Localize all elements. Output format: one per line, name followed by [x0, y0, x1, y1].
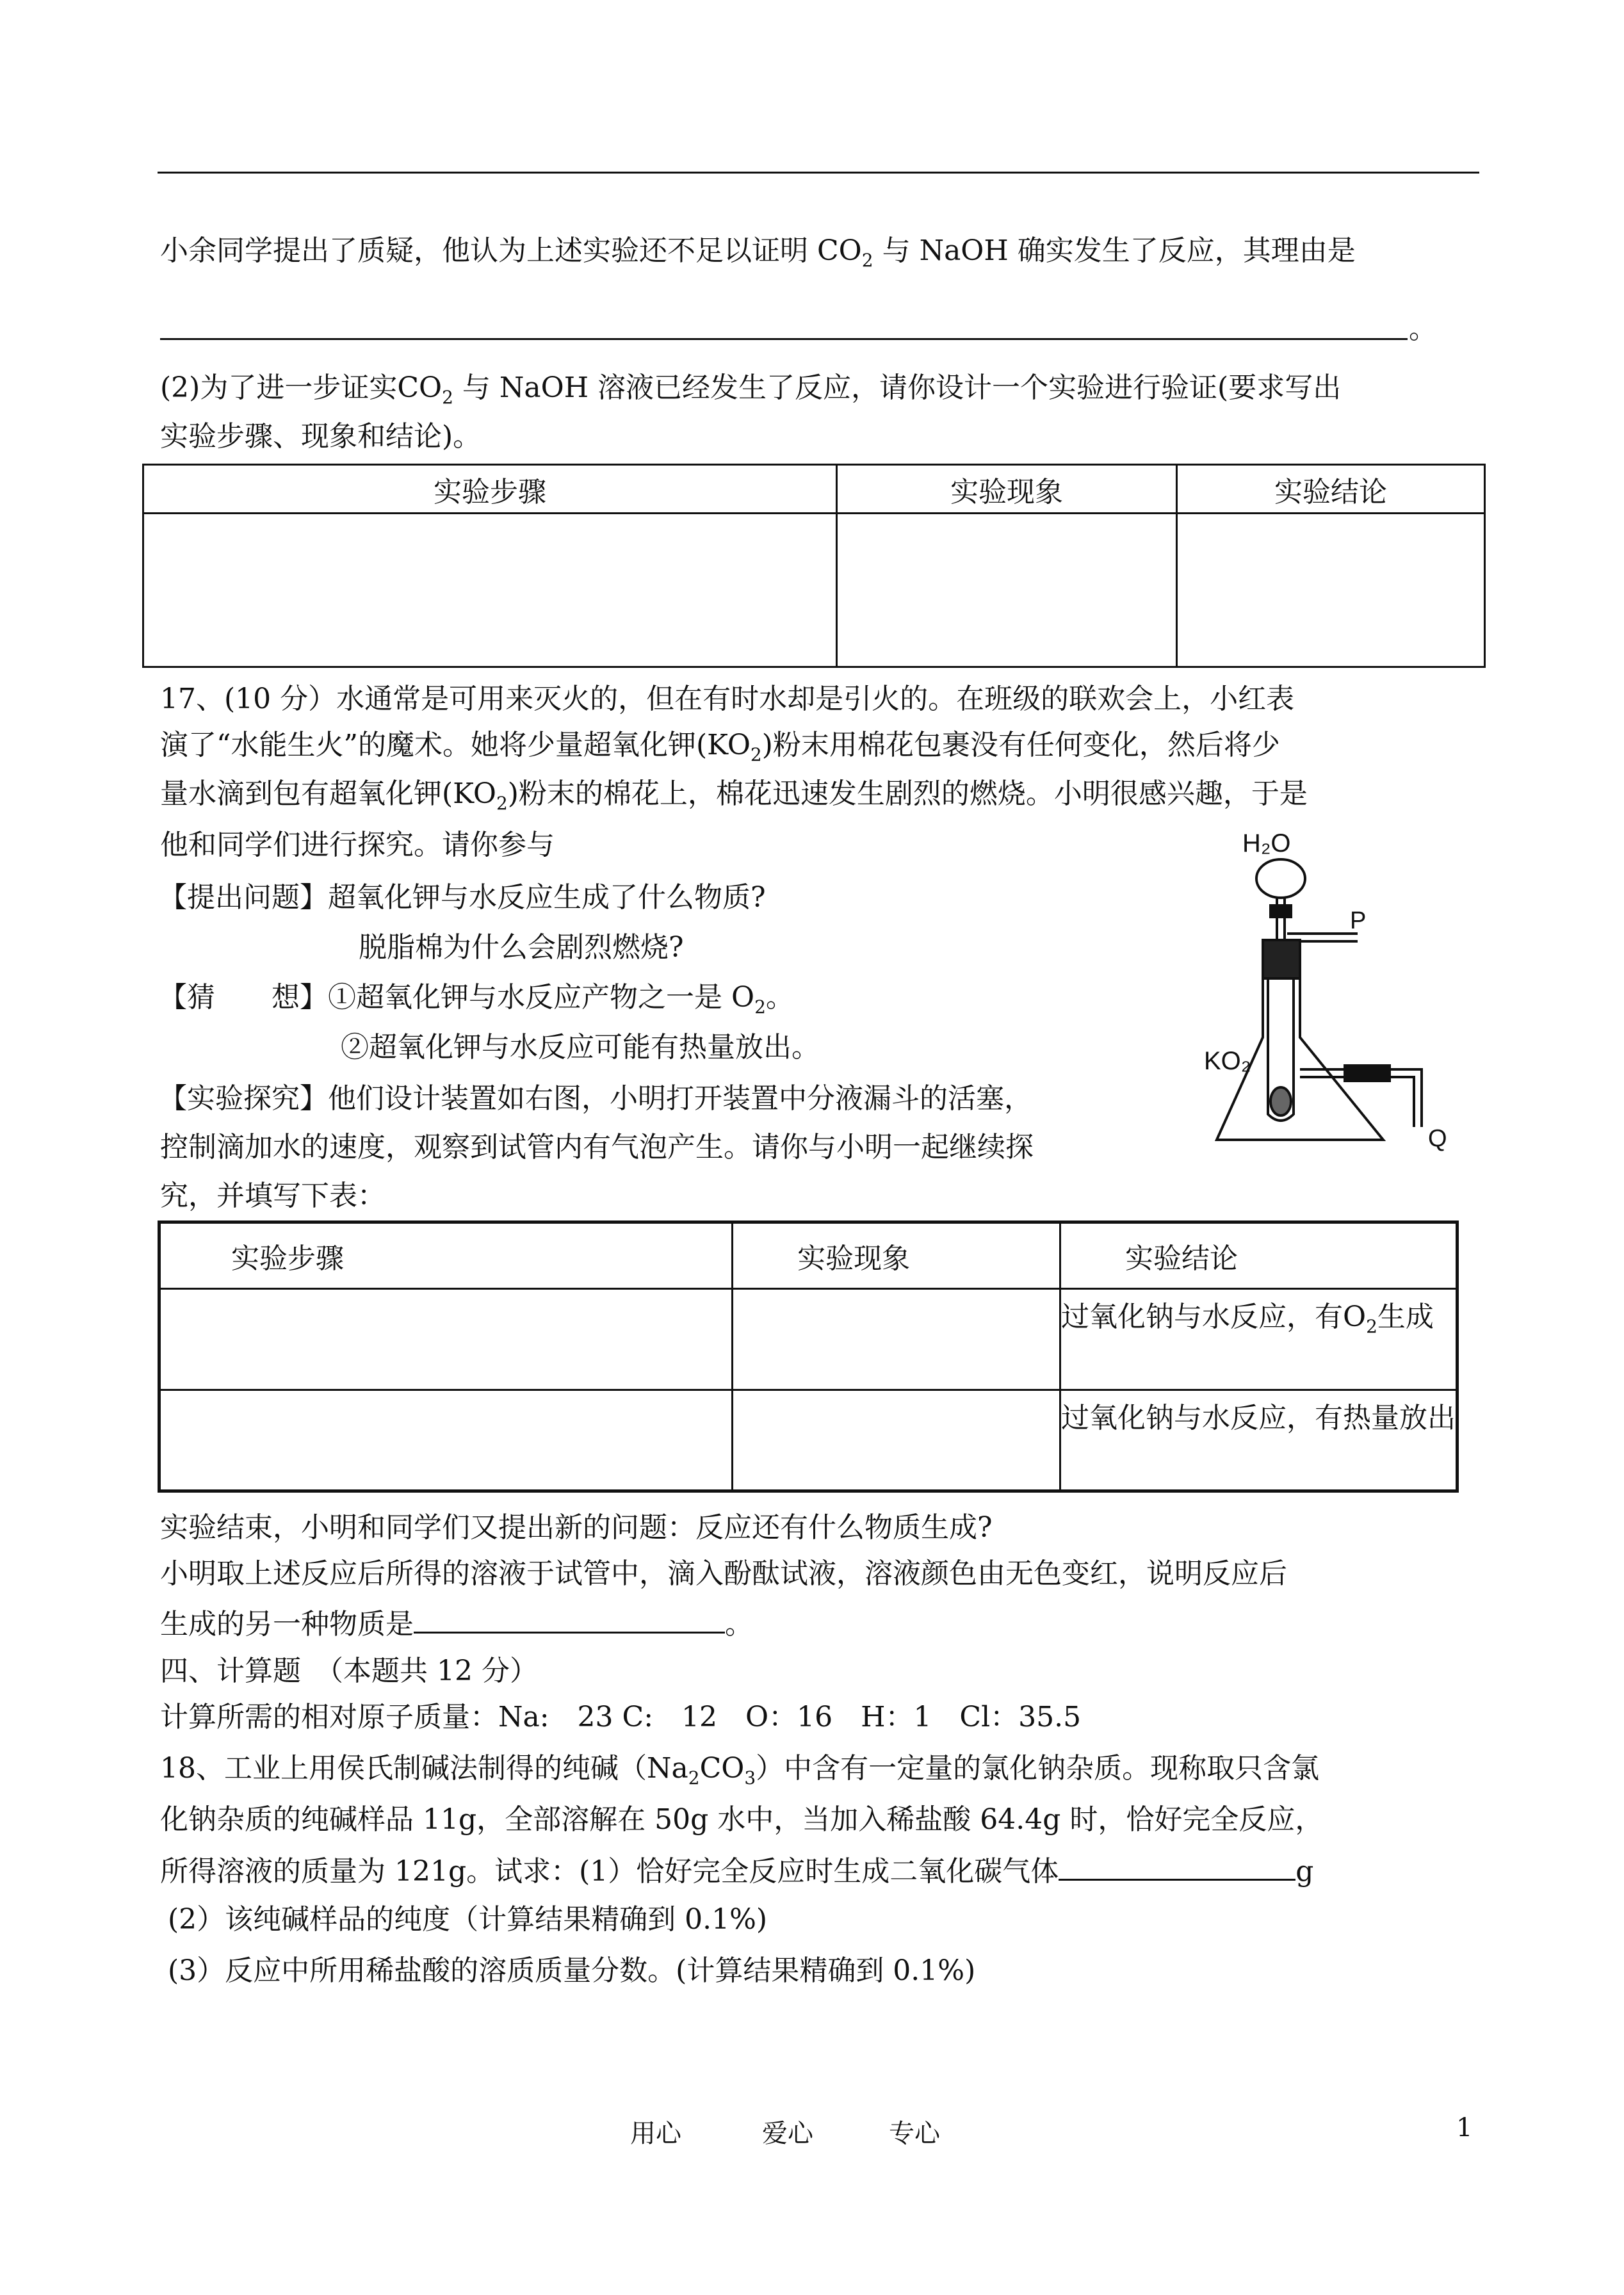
label-h2o: H₂O: [1242, 829, 1291, 857]
q17-answer-blank[interactable]: [414, 1603, 725, 1634]
q17-experiment-table: [158, 1220, 1459, 1493]
q18-line5: (3）反应中所用稀盐酸的溶质质量分数。(计算结果精确到 0.1%): [168, 1954, 976, 1987]
q18-line1: 18、工业上用侯氏制碱法制得的纯碱$(Na_2CO_3)$中含有一定量的氯化钠杂质。现称取只含氯: [160, 1752, 1320, 1788]
label-q: Q: [1428, 1125, 1447, 1152]
q16-part2-line2: 实验步骤、现象和结论)。: [160, 420, 482, 453]
q16-experiment-table: [142, 464, 1486, 668]
ko2-sample: [1271, 1087, 1291, 1115]
q16-cell-phenomena[interactable]: [837, 514, 1177, 667]
q17-row2-steps[interactable]: [159, 1390, 733, 1491]
q16-header-conclusion: 实验结论: [1177, 465, 1485, 514]
q16-part2-line1: (2)为了进一步证实$CO_2$ 与 NaOH 溶液已经发生了反应，请你设计一个实验进行验证(要求写出: [160, 371, 1342, 408]
q17-header-conclusion: 实验结论: [1060, 1222, 1458, 1289]
footer-text-2: 爱心: [762, 2119, 813, 2148]
q17-question-1: 【提出问题】超氧化钾与水反应生成了什么物质?: [159, 881, 766, 914]
q18-line4: (2）该纯碱样品的纯度（计算结果精确到 0.1%): [168, 1903, 768, 1936]
q17-header-steps: 实验步骤: [159, 1222, 733, 1289]
label-p: P: [1350, 907, 1367, 934]
q17-header-phenomena: 实验现象: [733, 1222, 1060, 1289]
q17-row2-conclusion: 过氧化钠与水反应，有热量放出: [1060, 1390, 1458, 1491]
q17-line2: 演了“水能生火”的魔术。她将少量超氧化钾$(KO_2)$粉末用棉花包裹没有任何变化，然后将少: [160, 729, 1280, 765]
q16-line1: 小余同学提出了质疑，他认为上述实验还不足以证明 $CO_2$ 与 NaOH 确实发生了反应，其理由是: [160, 234, 1356, 271]
stopcock: [1271, 905, 1291, 917]
q16-answer-blank[interactable]: [160, 338, 1408, 340]
apparatus-diagram: [1191, 826, 1460, 1159]
q17-guess-2: ②超氧化钾与水反应可能有热量放出。: [341, 1031, 820, 1064]
q17-row1-steps[interactable]: [159, 1289, 733, 1390]
header-rule: [158, 172, 1479, 174]
footer-text-1: 用心: [630, 2119, 681, 2148]
page-number: 1: [1456, 2113, 1473, 2143]
q16-cell-steps[interactable]: [143, 514, 837, 667]
stopper: [1263, 940, 1300, 978]
q16-header-phenomena: 实验现象: [837, 465, 1177, 514]
q16-line2-end: 。: [1409, 312, 1437, 345]
q17-experiment-line3: 究，并填写下表：: [160, 1180, 386, 1212]
q18-line2: 化钠杂质的纯碱样品 11g，全部溶解在 50g 水中，当加入稀盐酸 64.4g 时，恰好完全反应，: [160, 1803, 1324, 1836]
q17-guess-1: 【猜 想】①超氧化钾与水反应产物之一是 $O_2$。: [159, 981, 794, 1018]
q18-co2-blank[interactable]: [1059, 1851, 1295, 1881]
footer-text-3: 专心: [889, 2119, 940, 2148]
q17-row1-phenomena[interactable]: [733, 1289, 1060, 1390]
q17-experiment-line1: 【实验探究】他们设计装置如右图，小明打开装置中分液漏斗的活塞，: [159, 1082, 1032, 1115]
q17-after-2: 小明取上述反应后所得的溶液于试管中，滴入酚酞试液，溶液颜色由无色变红，说明反应后: [160, 1557, 1287, 1590]
separatory-funnel-bulb: [1256, 859, 1305, 898]
q16-header-steps: 实验步骤: [143, 465, 837, 514]
rubber-connector: [1345, 1066, 1390, 1081]
q17-question-2: 脱脂棉为什么会剧烈燃烧?: [359, 931, 684, 964]
q17-after-1: 实验结束，小明和同学们又提出新的问题：反应还有什么物质生成?: [160, 1511, 993, 1544]
q17-experiment-line2: 控制滴加水的速度，观察到试管内有气泡产生。请你与小明一起继续探: [160, 1131, 1034, 1164]
q17-line4: 他和同学们进行探究。请你参与: [160, 829, 555, 861]
q17-after-3: 生成的另一种物质是 。: [160, 1603, 753, 1644]
q17-row2-phenomena[interactable]: [733, 1390, 1060, 1491]
q17-line1: 17、(10 分）水通常是可用来灭火的，但在有时水却是引火的。在班级的联欢会上，小红表: [160, 683, 1295, 715]
section4-atomic-masses: 计算所需的相对原子质量：Na: 23 C: 12 O：16 H：1 Cl：35.5: [160, 1701, 1082, 1733]
q17-line3: 量水滴到包有超氧化钾$(KO_2)$粉末的棉花上，棉花迅速发生剧烈的燃烧。小明很感兴趣，于是: [160, 777, 1308, 814]
q17-row1-conclusion: 过氧化钠与水反应，有$O_2$生成: [1060, 1289, 1458, 1390]
label-ko2: KO₂: [1204, 1047, 1251, 1075]
q16-cell-conclusion[interactable]: [1177, 514, 1485, 667]
q18-line3: 所得溶液的质量为 121g。试求：(1）恰好完全反应时生成二氧化碳气体 g: [160, 1851, 1313, 1891]
section4-title: 四、计算题 （本题共 12 分）: [160, 1655, 538, 1687]
